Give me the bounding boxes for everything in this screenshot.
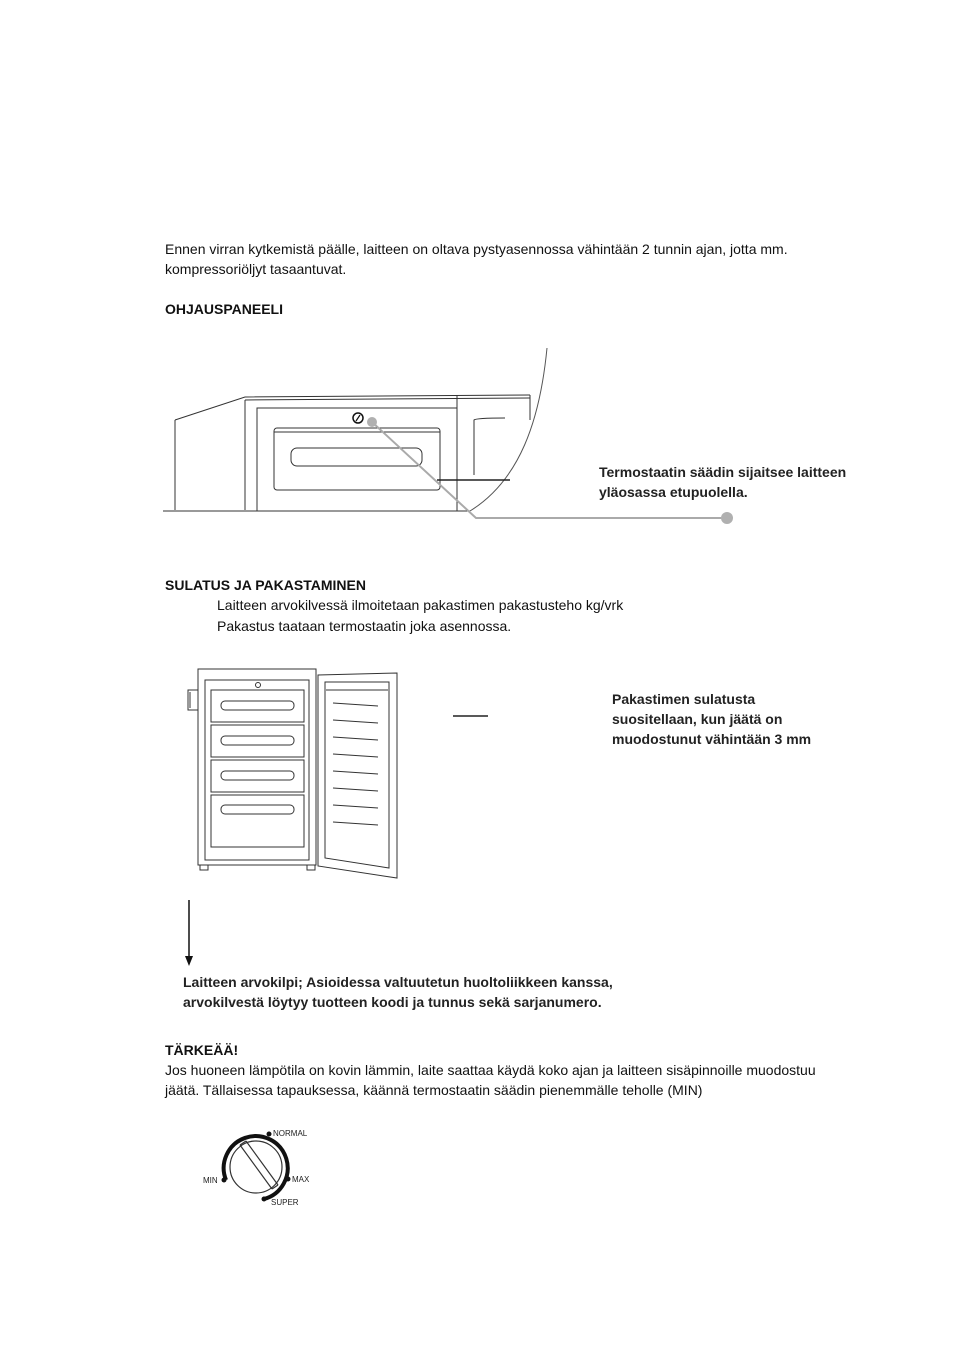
defrost-callout-line-1: Pakastimen sulatusta [612, 691, 756, 707]
dial-label-normal: NORMAL [273, 1129, 308, 1138]
rating-plate-line-1: Laitteen arvokilpi; Asioidessa valtuutetun huoltoliikkeen kanssa, [183, 974, 613, 990]
thermostat-callout-line-1: Termostaatin säädin sijaitsee laitteen [599, 464, 847, 480]
dial-label-super: SUPER [271, 1198, 299, 1207]
defrost-heading: SULATUS JA PAKASTAMINEN [165, 577, 366, 593]
dial-label-max: MAX [292, 1175, 310, 1184]
defrost-line-2: Pakastus taataan termostaatin joka asennossa. [217, 618, 512, 634]
important-line-1: Jos huoneen lämpötila on kovin lämmin, laite saattaa käydä koko ajan ja laitteen sisäpinnoille muodostuu [165, 1062, 816, 1078]
intro-line-1: Ennen virran kytkemistä päälle, laitteen on oltava pystyasennossa vähintään 2 tunnin ajan, jotta mm. [165, 241, 788, 257]
defrost-line-1: Laitteen arvokilvessä ilmoitetaan pakastimen pakastusteho kg/vrk [217, 597, 624, 613]
control-panel-heading: OHJAUSPANEELI [165, 301, 283, 317]
dial-label-min: MIN [203, 1176, 218, 1185]
defrost-callout-line-3: muodostunut vähintään 3 mm [612, 731, 812, 747]
important-heading: TÄRKEÄÄ! [165, 1042, 239, 1058]
thermostat-callout-line-2: yläosassa etupuolella. [599, 484, 748, 500]
defrost-callout-line-2: suositellaan, kun jäätä on [612, 711, 783, 727]
rating-plate-line-2: arvokilvestä löytyy tuotteen koodi ja tunnus sekä sarjanumero. [183, 994, 602, 1010]
important-line-2: jäätä. Tällaisessa tapauksessa, käännä termostaatin säädin pienemmälle teholle (MIN) [165, 1082, 703, 1098]
intro-line-2: kompressoriöljyt tasaantuvat. [165, 261, 347, 277]
